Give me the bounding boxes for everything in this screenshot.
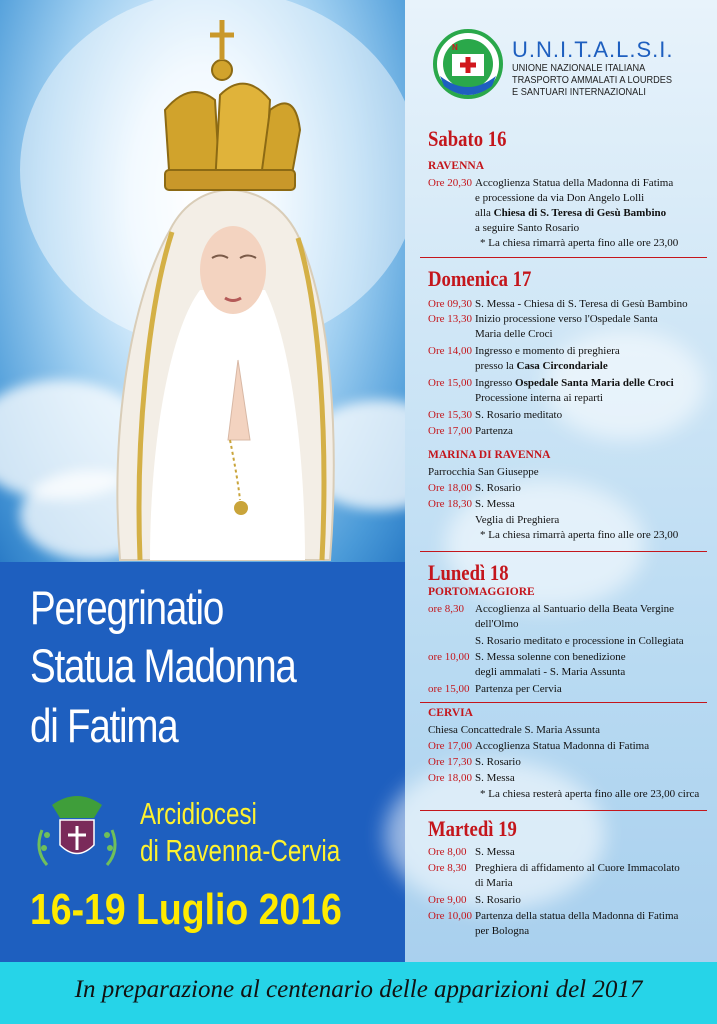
svg-text:N: N [452, 43, 458, 52]
schedule-row: Ore 18,30 S. Messa [428, 498, 515, 510]
parish-name: Parrocchia San Giuseppe [428, 466, 539, 478]
schedule-cont: Maria delle Croci [475, 328, 553, 340]
schedule-row: Ore 14,00 Ingresso e momento di preghiera [428, 345, 620, 357]
schedule-cont: a seguire Santo Rosario [475, 222, 580, 234]
unitalsi-logo-icon [432, 28, 504, 100]
schedule-row: Ore 10,00 Partenza della statua della Madonna di Fatima [428, 910, 679, 922]
schedule-cont: presso la Casa Circondariale [475, 360, 608, 372]
divider [420, 551, 707, 552]
schedule-row: Ore 18,00 S. Messa [428, 772, 515, 784]
note: * La chiesa resterà aperta fino alle ore 23,00 circa [480, 788, 700, 800]
diocese-line-1: Arcidiocesi [140, 796, 257, 831]
footer-text: In preparazione al centenario delle apparizioni del 2017 [74, 976, 643, 1003]
divider [420, 702, 707, 703]
schedule-row: Ore 20,30 Accoglienza Statua della Madonna di Fatima [428, 177, 674, 189]
schedule-cont: alla Chiesa di S. Teresa di Gesù Bambino [475, 207, 667, 219]
coat-of-arms-icon [32, 790, 122, 870]
schedule-row: Ore 17,00 Accoglienza Statua Madonna di Fatima [428, 740, 650, 752]
title-line-2: Statua Madonna [30, 639, 296, 692]
org-line-2: TRASPORTO AMMALATI A LOURDES [512, 75, 673, 86]
schedule-row: ore 15,00 Partenza per Cervia [428, 683, 562, 695]
schedule-cont: di Maria [475, 877, 513, 889]
org-line-1: UNIONE NAZIONALE ITALIANA [512, 63, 646, 74]
schedule-row: Ore 18,00 S. Rosario [428, 482, 521, 494]
org-name: U.N.I.T.A.L.S.I. [512, 37, 674, 62]
place-cervia: CERVIA [428, 707, 473, 719]
day-sabato: Sabato 16 [428, 126, 507, 151]
schedule-row: Ore 13,30 Inizio processione verso l'Ospedale Santa [428, 313, 658, 325]
place-ravenna: RAVENNA [428, 160, 485, 172]
schedule-row: ore 8,30 Accoglienza al Santuario della Beata Vergine [428, 603, 675, 615]
schedule-row: Ore 8,30 Preghiera di affidamento al Cuore Immacolato [428, 862, 680, 874]
schedule-cont: per Bologna [475, 925, 530, 937]
event-dates: 16-19 Luglio 2016 [30, 885, 342, 934]
schedule-cont: S. Rosario meditato e processione in Collegiata [475, 635, 684, 647]
schedule-row: Ore 15,00 Ingresso Ospedale Santa Maria delle Croci [428, 377, 674, 389]
schedule-row: Ore 17,30 S. Rosario [428, 756, 521, 768]
schedule-row: Ore 09,30 S. Messa - Chiesa di S. Teresa di Gesù Bambino [428, 298, 688, 310]
divider [420, 810, 707, 811]
schedule-cont: Processione interna ai reparti [475, 392, 603, 404]
org-line-3: E SANTUARI INTERNAZIONALI [512, 87, 646, 98]
diocese-line-2: di Ravenna-Cervia [140, 833, 341, 868]
day-domenica: Domenica 17 [428, 266, 532, 291]
day-lunedi: Lunedì 18 [428, 560, 509, 585]
schedule-cont: Veglia di Preghiera [475, 514, 560, 526]
schedule-cont: dell'Olmo [475, 618, 519, 630]
place-portomaggiore: PORTOMAGGIORE [428, 586, 535, 598]
schedule-row: ore 10,00 S. Messa solenne con benedizione [428, 651, 626, 663]
schedule-row: Ore 17,00 Partenza [428, 425, 513, 437]
church-name: Chiesa Concattedrale S. Maria Assunta [428, 724, 600, 736]
note: * La chiesa rimarrà aperta fino alle ore 23,00 [480, 237, 679, 249]
day-martedi: Martedì 19 [428, 816, 517, 841]
schedule-row: Ore 8,00 S. Messa [428, 846, 515, 858]
divider [420, 257, 707, 258]
schedule-row: Ore 9,00 S. Rosario [428, 894, 521, 906]
note: * La chiesa rimarrà aperta fino alle ore 23,00 [480, 529, 679, 541]
place-marina: MARINA DI RAVENNA [428, 449, 551, 461]
madonna-image [0, 0, 405, 562]
schedule-row: Ore 15,30 S. Rosario meditato [428, 409, 563, 421]
schedule-cont: e processione da via Don Angelo Lolli [475, 192, 645, 204]
schedule-cont: degli ammalati - S. Maria Assunta [475, 666, 626, 678]
title-line-3: di Fatima [30, 699, 178, 752]
title-line-1: Peregrinatio [30, 581, 224, 634]
